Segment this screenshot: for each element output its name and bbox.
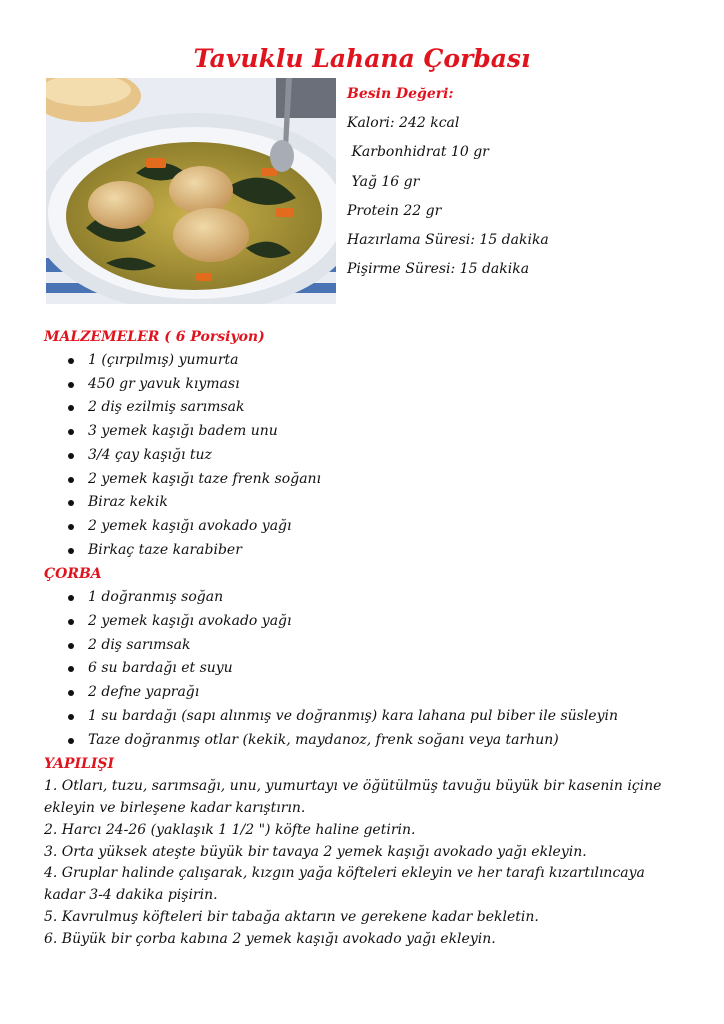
nutrition-line: Hazırlama Süresi: 15 dakika xyxy=(347,232,549,249)
list-item: 3/4 çay kaşığı tuz xyxy=(44,444,684,468)
step-text: 2. Harcı 24-26 (yaklaşık 1 1/2 ") köfte haline getirin. xyxy=(44,821,416,838)
soup-photo xyxy=(46,78,336,304)
nutrition-panel xyxy=(347,80,549,284)
list-item: 450 gr yavuk kıyması xyxy=(44,373,684,397)
list-item: 2 yemek kaşığı avokado yağı xyxy=(44,610,684,634)
step-text: 4. Gruplar halinde çalışarak, kızgın yağa köfteleri ekleyin ve her tarafı kızartılıncaya kadar 3-4 dakika pişirin. xyxy=(44,865,645,904)
soup-heading: ÇORBA xyxy=(44,566,102,583)
soup-list xyxy=(44,586,684,752)
list-item: 2 diş sarımsak xyxy=(44,634,684,658)
ingredients-heading: MALZEMELER ( 6 Porsiyon) xyxy=(44,329,265,345)
list-item: 3 yemek kaşığı badem unu xyxy=(44,420,684,444)
list-item: 1 su bardağı (sapı alınmış ve doğranmış) kara lahana pul biber ile süsleyin xyxy=(44,705,684,729)
step-text: 3. Orta yüksek ateşte büyük bir tavaya 2 yemek kaşığı avokado yağı ekleyin. xyxy=(44,843,587,860)
nutrition-heading: Besin Değeri: xyxy=(347,86,454,102)
nutrition-line: Protein 22 gr xyxy=(347,202,442,219)
list-item: 2 defne yaprağı xyxy=(44,681,684,705)
recipe-content xyxy=(44,325,684,951)
nutrition-line: Yağ 16 gr xyxy=(347,173,420,190)
step-text: 1. Otları, tuzu, sarımsağı, unu, yumurtayı ve öğütülmüş tavuğu büyük bir kasenin içine ekleyin ve birleşene kadar karıştırın. xyxy=(44,778,662,817)
step-text: 6. Büyük bir çorba kabına 2 yemek kaşığı avokado yağı ekleyin. xyxy=(44,930,496,947)
list-item: 2 yemek kaşığı taze frenk soğanı xyxy=(44,468,684,492)
step-text: 5. Kavrulmuş köfteleri bir tabağa aktarın ve gerekene kadar bekletin. xyxy=(44,909,539,926)
list-item: 2 diş ezilmiş sarımsak xyxy=(44,396,684,420)
list-item: 2 yemek kaşığı avokado yağı xyxy=(44,515,684,539)
nutrition-line: Karbonhidrat 10 gr xyxy=(347,144,489,161)
method-steps xyxy=(44,776,684,950)
ingredients-list xyxy=(44,349,684,562)
method-heading: YAPILIŞI xyxy=(44,756,115,773)
list-item: 1 doğranmış soğan xyxy=(44,586,684,610)
list-item: Biraz kekik xyxy=(44,491,684,515)
page-title: Tavuklu Lahana Çorbası xyxy=(193,44,531,73)
list-item: Birkaç taze karabiber xyxy=(44,539,684,563)
list-item: 1 (çırpılmış) yumurta xyxy=(44,349,684,373)
nutrition-line: Kalori: 242 kcal xyxy=(347,115,460,132)
list-item: 6 su bardağı et suyu xyxy=(44,657,684,681)
list-item: Taze doğranmış otlar (kekik, maydanoz, frenk soğanı veya tarhun) xyxy=(44,729,684,753)
nutrition-line: Pişirme Süresi: 15 dakika xyxy=(347,261,530,278)
